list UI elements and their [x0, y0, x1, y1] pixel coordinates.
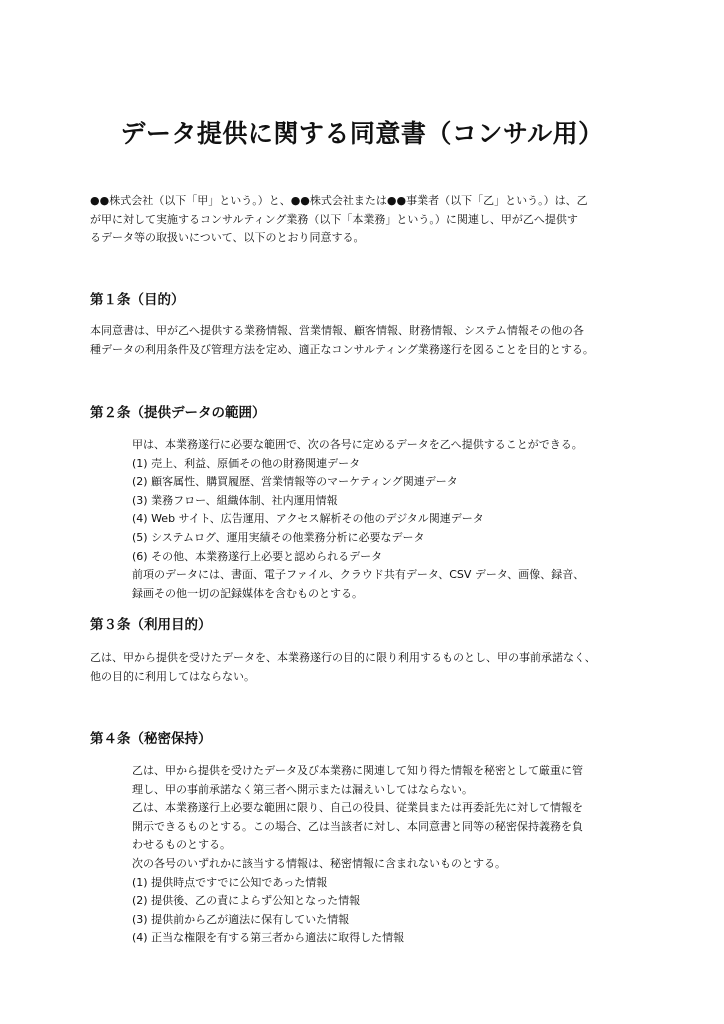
- list-item: (3) 提供前から乙が適法に保有していた情報: [132, 912, 350, 926]
- article-line: 乙は、甲から提供を受けたデータ及び本業務に関連して知り得た情報を秘密として厳重に管: [132, 764, 583, 777]
- list-item: (5) システムログ、運用実績その他業務分析に必要なデータ: [132, 530, 425, 544]
- list-item: (2) 顧客属性、購買履歴、営業情報等のマーケティング関連データ: [132, 475, 458, 489]
- article-1-heading: 第１条（目的）: [90, 292, 185, 308]
- list-item: (1) 売上、利益、原価その他の財務関連データ: [132, 456, 361, 470]
- article-line: 種データの利用条件及び管理方法を定め、適正なコンサルティング業務遂行を図ることを目的とする。: [90, 342, 594, 356]
- list-item: (4) Web サイト、広告運用、アクセス解析その他のデジタル関連データ: [132, 512, 484, 526]
- article-line: 次の各号のいずれかに該当する情報は、秘密情報に含まれないものとする。: [132, 856, 506, 870]
- article-line: 甲は、本業務遂行に必要な範囲で、次の各号に定めるデータを乙へ提供することができる。: [132, 438, 583, 451]
- article-line: 前項のデータには、書面、電子ファイル、クラウド共有データ、CSV データ、画像、録音、: [132, 568, 585, 582]
- article-4-heading: 第４条（秘密保持）: [90, 731, 212, 747]
- preamble: [90, 192, 638, 248]
- article-line: 乙は、甲から提供を受けたデータを、本業務遂行の目的に限り利用するものとし、甲の事前承諾なく、: [90, 651, 596, 664]
- list-item: (3) 業務フロー、組織体制、社内運用情報: [132, 493, 338, 507]
- preamble-line: るデータ等の取扱いについて、以下のとおり同意する。: [90, 231, 365, 245]
- article-3-body: [90, 649, 650, 686]
- article-2-heading: 第２条（提供データの範囲）: [90, 405, 266, 421]
- article-1-body: [90, 322, 650, 359]
- document-title: データ提供に関する同意書（コンサル用）: [120, 119, 604, 148]
- preamble-line: ●●株式会社（以下「甲」という。）と、●●株式会社または●●事業者（以下「乙」という。）は、乙: [90, 194, 588, 207]
- article-4-body: [132, 762, 652, 948]
- article-3-heading: 第３条（利用目的）: [90, 617, 212, 633]
- article-line: 他の目的に利用してはならない。: [90, 669, 255, 683]
- article-line: 録画その他一切の記録媒体を含むものとする。: [132, 586, 363, 600]
- article-line: 理し、甲の事前承諾なく第三者へ開示または漏えいしてはならない。: [132, 782, 473, 796]
- article-2-body: [132, 436, 652, 603]
- preamble-line: が甲に対して実施するコンサルティング業務（以下「本業務」という。）に関連し、甲が乙へ提供す: [90, 212, 578, 226]
- article-line: 乙は、本業務遂行上必要な範囲に限り、自己の役員、従業員または再委託先に対して情報を: [132, 801, 583, 815]
- list-item: (4) 正当な権限を有する第三者から適法に取得した情報: [132, 931, 405, 945]
- article-line: 開示できるものとする。この場合、乙は当該者に対し、本同意書と同等の秘密保持義務を負: [132, 819, 583, 833]
- list-item: (1) 提供時点ですでに公知であった情報: [132, 875, 328, 889]
- article-line: 本同意書は、甲が乙へ提供する業務情報、営業情報、顧客情報、財務情報、システム情報その他の各: [90, 324, 584, 337]
- article-line: わせるものとする。: [132, 838, 231, 852]
- list-item: (2) 提供後、乙の責によらず公知となった情報: [132, 894, 361, 908]
- list-item: (6) その他、本業務遂行上必要と認められるデータ: [132, 549, 383, 563]
